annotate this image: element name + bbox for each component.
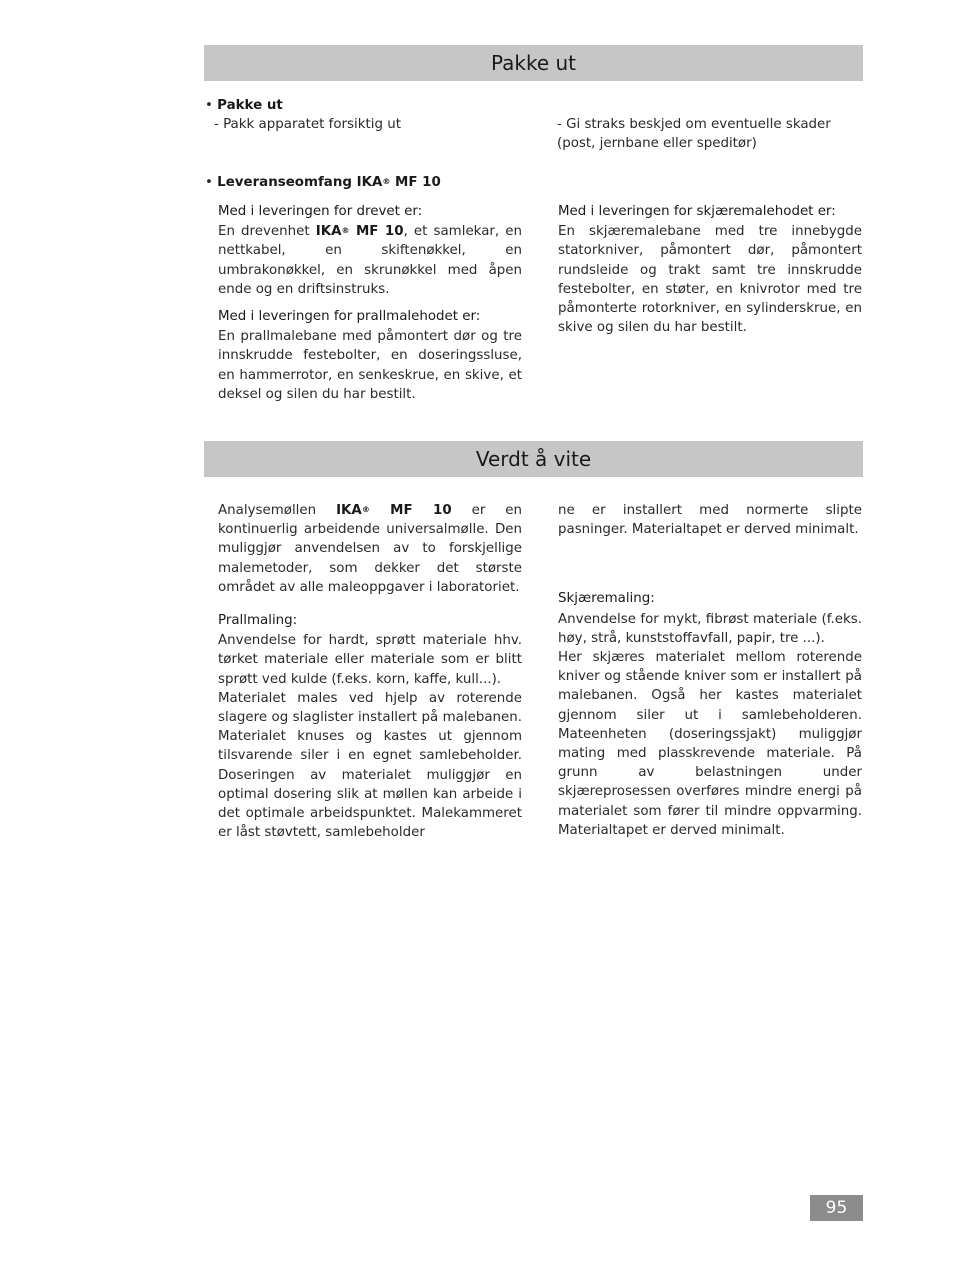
intro-text: Analysemøllen IKA® MF 10 er en kontinuerlig arbeidende universalmølle. Den muliggjør anvendelsen av to forskjellige malemetoder, som dekker det største området av alle maleoppgaver i laboratoriet. <box>218 503 523 595</box>
section-title: Pakke ut <box>490 51 577 75</box>
drive-heading: Med i leveringen for drevet er: <box>218 204 423 219</box>
info-left-column <box>218 501 522 842</box>
unpack-right-text: - Gi straks beskjed om eventuelle skader (post, jernbane eller speditør) <box>557 117 831 152</box>
impact-grinding-heading: Prallmaling: <box>218 613 298 629</box>
scope-heading: • Leveranseomfang IKA® MF 10 <box>205 175 441 190</box>
impact-head-heading: Med i leveringen for prallmalehodet er: <box>218 309 481 325</box>
drive-text: En drevenhet IKA® MF 10, et samlekar, en nettkabel, en skiftenøkkel, en umbrakonøkkel, en skrunøkkel med åpen ende og en driftsinstruks. <box>218 224 522 297</box>
delivery-right-column <box>558 202 862 337</box>
page-number: 95 <box>810 1195 863 1221</box>
bullet-icon: • <box>205 175 218 190</box>
section-header-unpack <box>204 45 863 81</box>
cutting-grinding-p2: Her skjæres materialet mellom roterende kniver og stående kniver som er installert på malebanen. Også her kastes materialet gjennom siler ut i samlebeholderen. Mateenheten (doseringssjakt) muliggjør mating med plasskrevende materiale. På grunn av belastningen under skjæreprosessen overføres mindre energi på materialet som fører til mindre oppvarming. Materialtapet er derved minimalt. <box>558 650 862 838</box>
delivery-left-column <box>218 202 522 404</box>
impact-head-text: En prallmalebane med påmontert dør og tre innskrudde festebolter, en doseringssluse, en hammerrotor, en senkeskrue, en skive, et deksel og silen du har bestilt. <box>218 329 522 402</box>
section-title: Verdt å vite <box>475 447 592 471</box>
cutting-grinding-heading: Skjæremaling: <box>558 591 655 607</box>
cut-head-heading: Med i leveringen for skjæremalehodet er: <box>558 204 836 219</box>
impact-grinding-p1: Anvendelse for hardt, sprøtt materiale hhv. tørket materiale eller materiale som er blitt sprøtt ved kulde (f.eks. korn, kaffe, kull...). <box>218 633 522 687</box>
bullet-icon: • <box>205 98 218 113</box>
unpack-heading: Pakke ut <box>217 98 283 113</box>
unpack-left-text: - Pakk apparatet forsiktig ut <box>214 117 401 133</box>
cut-head-text: En skjæremalebane med tre innebygde statorkniver, påmontert dør, påmontert rundsleide og trakt samt tre innskrudde festebolter, en støter, en knivrotor med tre påmonterte rotorkniver, en sylinderskrue, en skive og silen du har bestilt. <box>558 224 862 336</box>
info-right-column <box>558 501 862 840</box>
unpack-block <box>205 96 525 134</box>
section-header-good-to-know <box>204 441 863 477</box>
cutting-grinding-p1: Anvendelse for mykt, fibrøst materiale (f.eks. høy, strå, kunststoffavfall, papir, tre ...). <box>558 611 862 646</box>
impact-grinding-p2: Materialet males ved hjelp av roterende slagere og slaglister installert på malebanen. Materialet knuses og kastes ut gjennom tilsvarende siler i en egnet samlebeholder. Doseringen av materialet muliggjør en optimal dosering slik at møllen kan arbeide i det optimale arbeidspunktet. Malekammeret er låst støvtett, samlebeholder <box>218 690 522 841</box>
continuation-text: ne er installert med normerte slipte pasninger. Materialtapet er derved minimalt. <box>558 503 862 538</box>
